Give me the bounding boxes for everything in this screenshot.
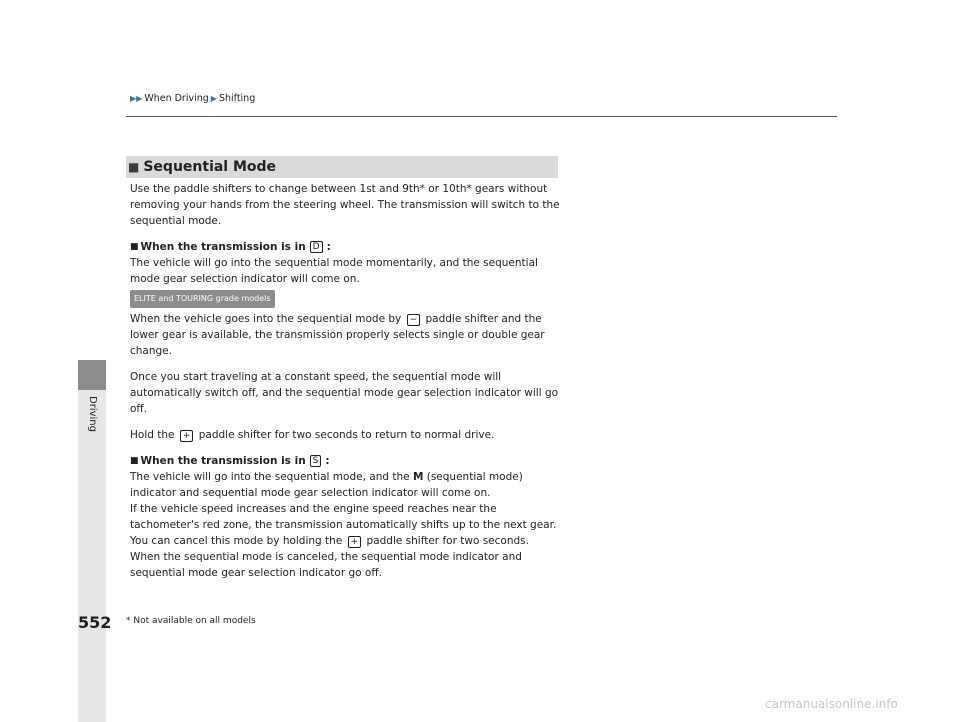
s-paragraph-1-b: (sequential mode) indicator and sequential mode gear selection indicator will come on. (130, 471, 523, 499)
footnote: * Not available on all models (126, 616, 256, 626)
sidebar-active-marker (78, 360, 106, 390)
plus-paddle-icon: + (180, 430, 194, 442)
breadcrumb-arrow-icon: ▶ (210, 93, 217, 103)
intro-paragraph: Use the paddle shifters to change between 1st and 9th* or 10th* gears without removing your hands from the steering wheel. The transmission will switch to the sequential mode. (130, 183, 560, 227)
subheading-s-text: When the transmission is in (140, 455, 306, 467)
square-bullet-icon: ■ (130, 242, 139, 252)
s-paragraph-3 (130, 533, 560, 581)
minus-paddle-icon: − (407, 314, 421, 326)
breadcrumb-item-when-driving[interactable]: When Driving (144, 93, 209, 104)
d-paragraph-3: Once you start traveling at a constant speed, the sequential mode will automatically switch off, and the sequential mode gear selection indicator will go off. (130, 371, 559, 415)
m-indicator-label: M (412, 471, 424, 483)
watermark: carmanualsonline.info (765, 697, 898, 711)
header-rule (126, 116, 837, 117)
section-content (130, 181, 560, 581)
breadcrumb-arrow-icon: ▶▶ (130, 93, 143, 103)
gear-d-key-icon: D (310, 241, 323, 253)
section-title: Sequential Mode (143, 159, 277, 175)
breadcrumb-item-shifting[interactable]: Shifting (218, 93, 256, 104)
plus-paddle-icon: + (348, 536, 362, 548)
s-paragraph-3-a: You can cancel this mode by holding the (130, 535, 343, 547)
d-paragraph-1: The vehicle will go into the sequential mode momentarily, and the sequential mode gear selection indicator will come on. (130, 257, 538, 285)
d-paragraph-2 (130, 311, 560, 359)
subheading-colon: : (325, 455, 330, 467)
square-bullet-icon: ■ (130, 456, 139, 466)
page-number: 552 (78, 613, 112, 632)
s-paragraph-1-a: The vehicle will go into the sequential mode, and the (130, 471, 410, 483)
s-paragraph-2: If the vehicle speed increases and the engine speed reaches near the tachometer's red zone, the transmission automatically shifts up to the next gear. (130, 503, 557, 531)
subheading-colon: : (326, 241, 331, 253)
breadcrumb (130, 93, 255, 104)
square-bullet-icon: ■ (128, 160, 140, 174)
s-paragraph-3-b: paddle shifter for two seconds. When the sequential mode is canceled, the sequential mode indicator and sequential mode gear selection indicator go off. (130, 535, 529, 579)
gear-s-key-icon: S (310, 455, 322, 467)
subheading-d (130, 239, 560, 255)
sidebar-label: Driving (87, 396, 98, 432)
d-paragraph-4-a: Hold the (130, 429, 175, 441)
grade-badge: ELITE and TOURING grade models (130, 290, 275, 308)
d-paragraph-4 (130, 427, 560, 443)
subheading-d-text: When the transmission is in (140, 241, 306, 253)
subheading-s (130, 453, 560, 469)
d-paragraph-4-b: paddle shifter for two seconds to return to normal drive. (198, 429, 495, 441)
d-paragraph-2-a: When the vehicle goes into the sequential mode by (130, 313, 402, 325)
section-heading (126, 156, 558, 178)
s-paragraph-1 (130, 469, 560, 501)
d-paragraph-2-b: paddle shifter and the lower gear is available, the transmission properly selects single or double gear change. (130, 313, 545, 357)
